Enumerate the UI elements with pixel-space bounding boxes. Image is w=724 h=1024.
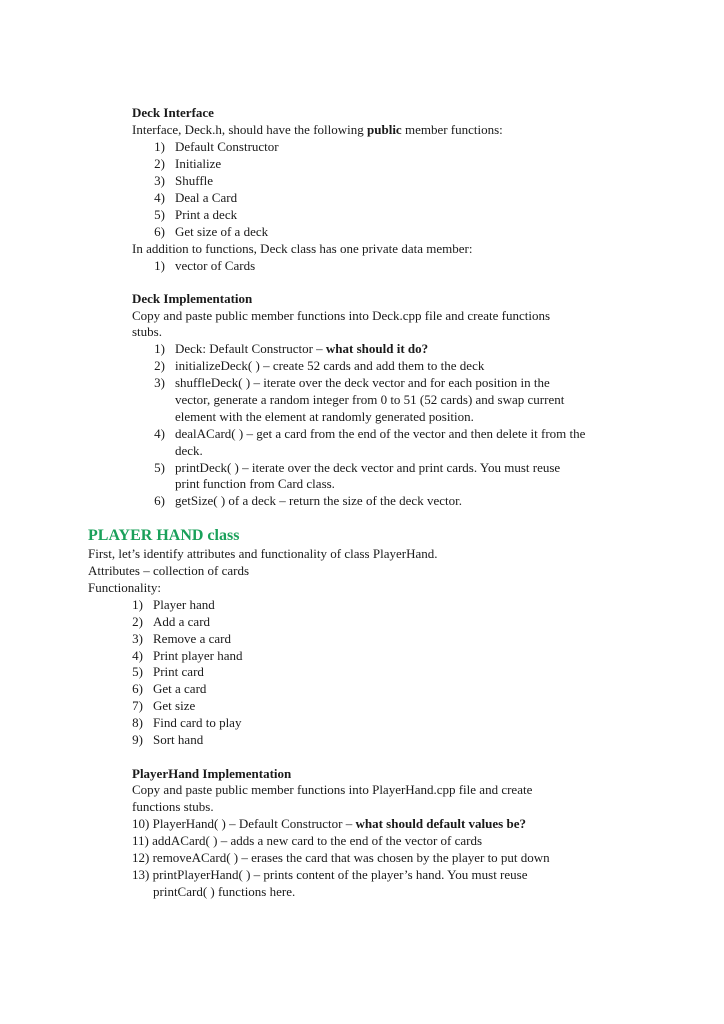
list-number: 5) [154,460,165,475]
list-item: shuffleDeck( ) – iterate over the deck vector and for each position in the [175,375,550,390]
list-item: Add a card [153,614,211,629]
list-number: 13) [132,867,150,882]
list-item [132,849,550,866]
list-item: Initialize [175,156,222,171]
deck-interface-intro [132,121,503,138]
list-number: 6) [154,493,165,508]
list-number: 6) [154,224,165,239]
list-number: 7) [132,698,143,713]
list-item [132,866,527,883]
list-number: 3) [154,173,165,188]
deck-implementation-intro-line1: Copy and paste public member functions into Deck.cpp file and create functions [132,308,551,323]
item-bold-question: what should it do? [325,341,429,356]
player-hand-identify: First, let’s identify attributes and functionality of class PlayerHand. [88,546,438,561]
list-item: getSize( ) of a deck – return the size of the deck vector. [175,493,462,508]
list-item: initializeDeck( ) – create 52 cards and add them to the deck [175,358,485,373]
list-number: 8) [132,715,143,730]
list-item: printDeck( ) – iterate over the deck vector and print cards. You must reuse [175,460,561,475]
list-number: 2) [154,156,165,171]
list-item-continuation: element with the element at randomly generated position. [175,409,474,424]
intro-prefix: Interface, Deck.h, should have the following [132,122,368,137]
list-item: Print card [153,664,204,679]
list-item: Find card to play [153,715,242,730]
list-item-continuation: print function from Card class. [175,476,335,491]
deck-implementation-heading: Deck Implementation [132,291,253,306]
list-item: Default Constructor [175,139,279,154]
item-text: removeACard( ) – erases the card that was chosen by the player to put down [152,850,550,865]
list-item: Remove a card [153,631,231,646]
list-item: Get size of a deck [175,224,269,239]
list-item: Player hand [153,597,215,612]
list-number: 1) [154,139,165,154]
list-number: 6) [132,681,143,696]
list-item: Print a deck [175,207,238,222]
item-text: PlayerHand( ) – Default Constructor – [152,816,356,831]
list-item: Get a card [153,681,207,696]
list-item: dealACard( ) – get a card from the end of the vector and then delete it from the [175,426,586,441]
list-item [175,340,428,357]
deck-implementation-intro-line2: stubs. [132,324,162,339]
item-text: printPlayerHand( ) – prints content of the player’s hand. You must reuse [152,867,528,882]
list-number: 1) [132,597,143,612]
list-number: 5) [132,664,143,679]
list-number: 11) [132,833,149,848]
list-item [132,832,482,849]
list-number: 3) [154,375,165,390]
item-text: Deck: Default Constructor – [175,341,326,356]
list-item-continuation: printCard( ) functions here. [153,884,296,899]
player-hand-title: PLAYER HAND class [88,527,240,544]
list-item: Deal a Card [175,190,238,205]
playerhand-implementation-heading: PlayerHand Implementation [132,766,292,781]
list-item [132,815,526,832]
list-item: Shuffle [175,173,214,188]
item-text: addACard( ) – adds a new card to the end of the vector of cards [152,833,483,848]
list-item-continuation: vector, generate a random integer from 0 to 51 (52 cards) and swap current [175,392,565,407]
intro-bold: public [367,122,402,137]
list-item: vector of Cards [175,258,256,273]
list-number: 3) [132,631,143,646]
private-intro: In addition to functions, Deck class has one private data member: [132,241,473,256]
playerhand-implementation-intro-line1: Copy and paste public member functions into PlayerHand.cpp file and create [132,782,533,797]
item-bold-question: what should default values be? [355,816,526,831]
list-number: 9) [132,732,143,747]
list-number: 1) [154,341,165,356]
list-item: Get size [153,698,196,713]
list-number: 5) [154,207,165,222]
list-item-continuation: deck. [175,443,203,458]
list-item: Print player hand [153,648,243,663]
list-item: Sort hand [153,732,204,747]
list-number: 4) [132,648,143,663]
list-number: 2) [132,614,143,629]
list-number: 2) [154,358,165,373]
deck-interface-heading: Deck Interface [132,105,214,120]
list-number: 4) [154,190,165,205]
playerhand-implementation-intro-line2: functions stubs. [132,799,214,814]
list-number: 12) [132,850,150,865]
list-number: 4) [154,426,165,441]
player-hand-attributes: Attributes – collection of cards [88,563,250,578]
intro-suffix: member functions: [401,122,503,137]
list-number: 1) [154,258,165,273]
list-number: 10) [132,816,150,831]
player-hand-functionality-label: Functionality: [88,580,161,595]
